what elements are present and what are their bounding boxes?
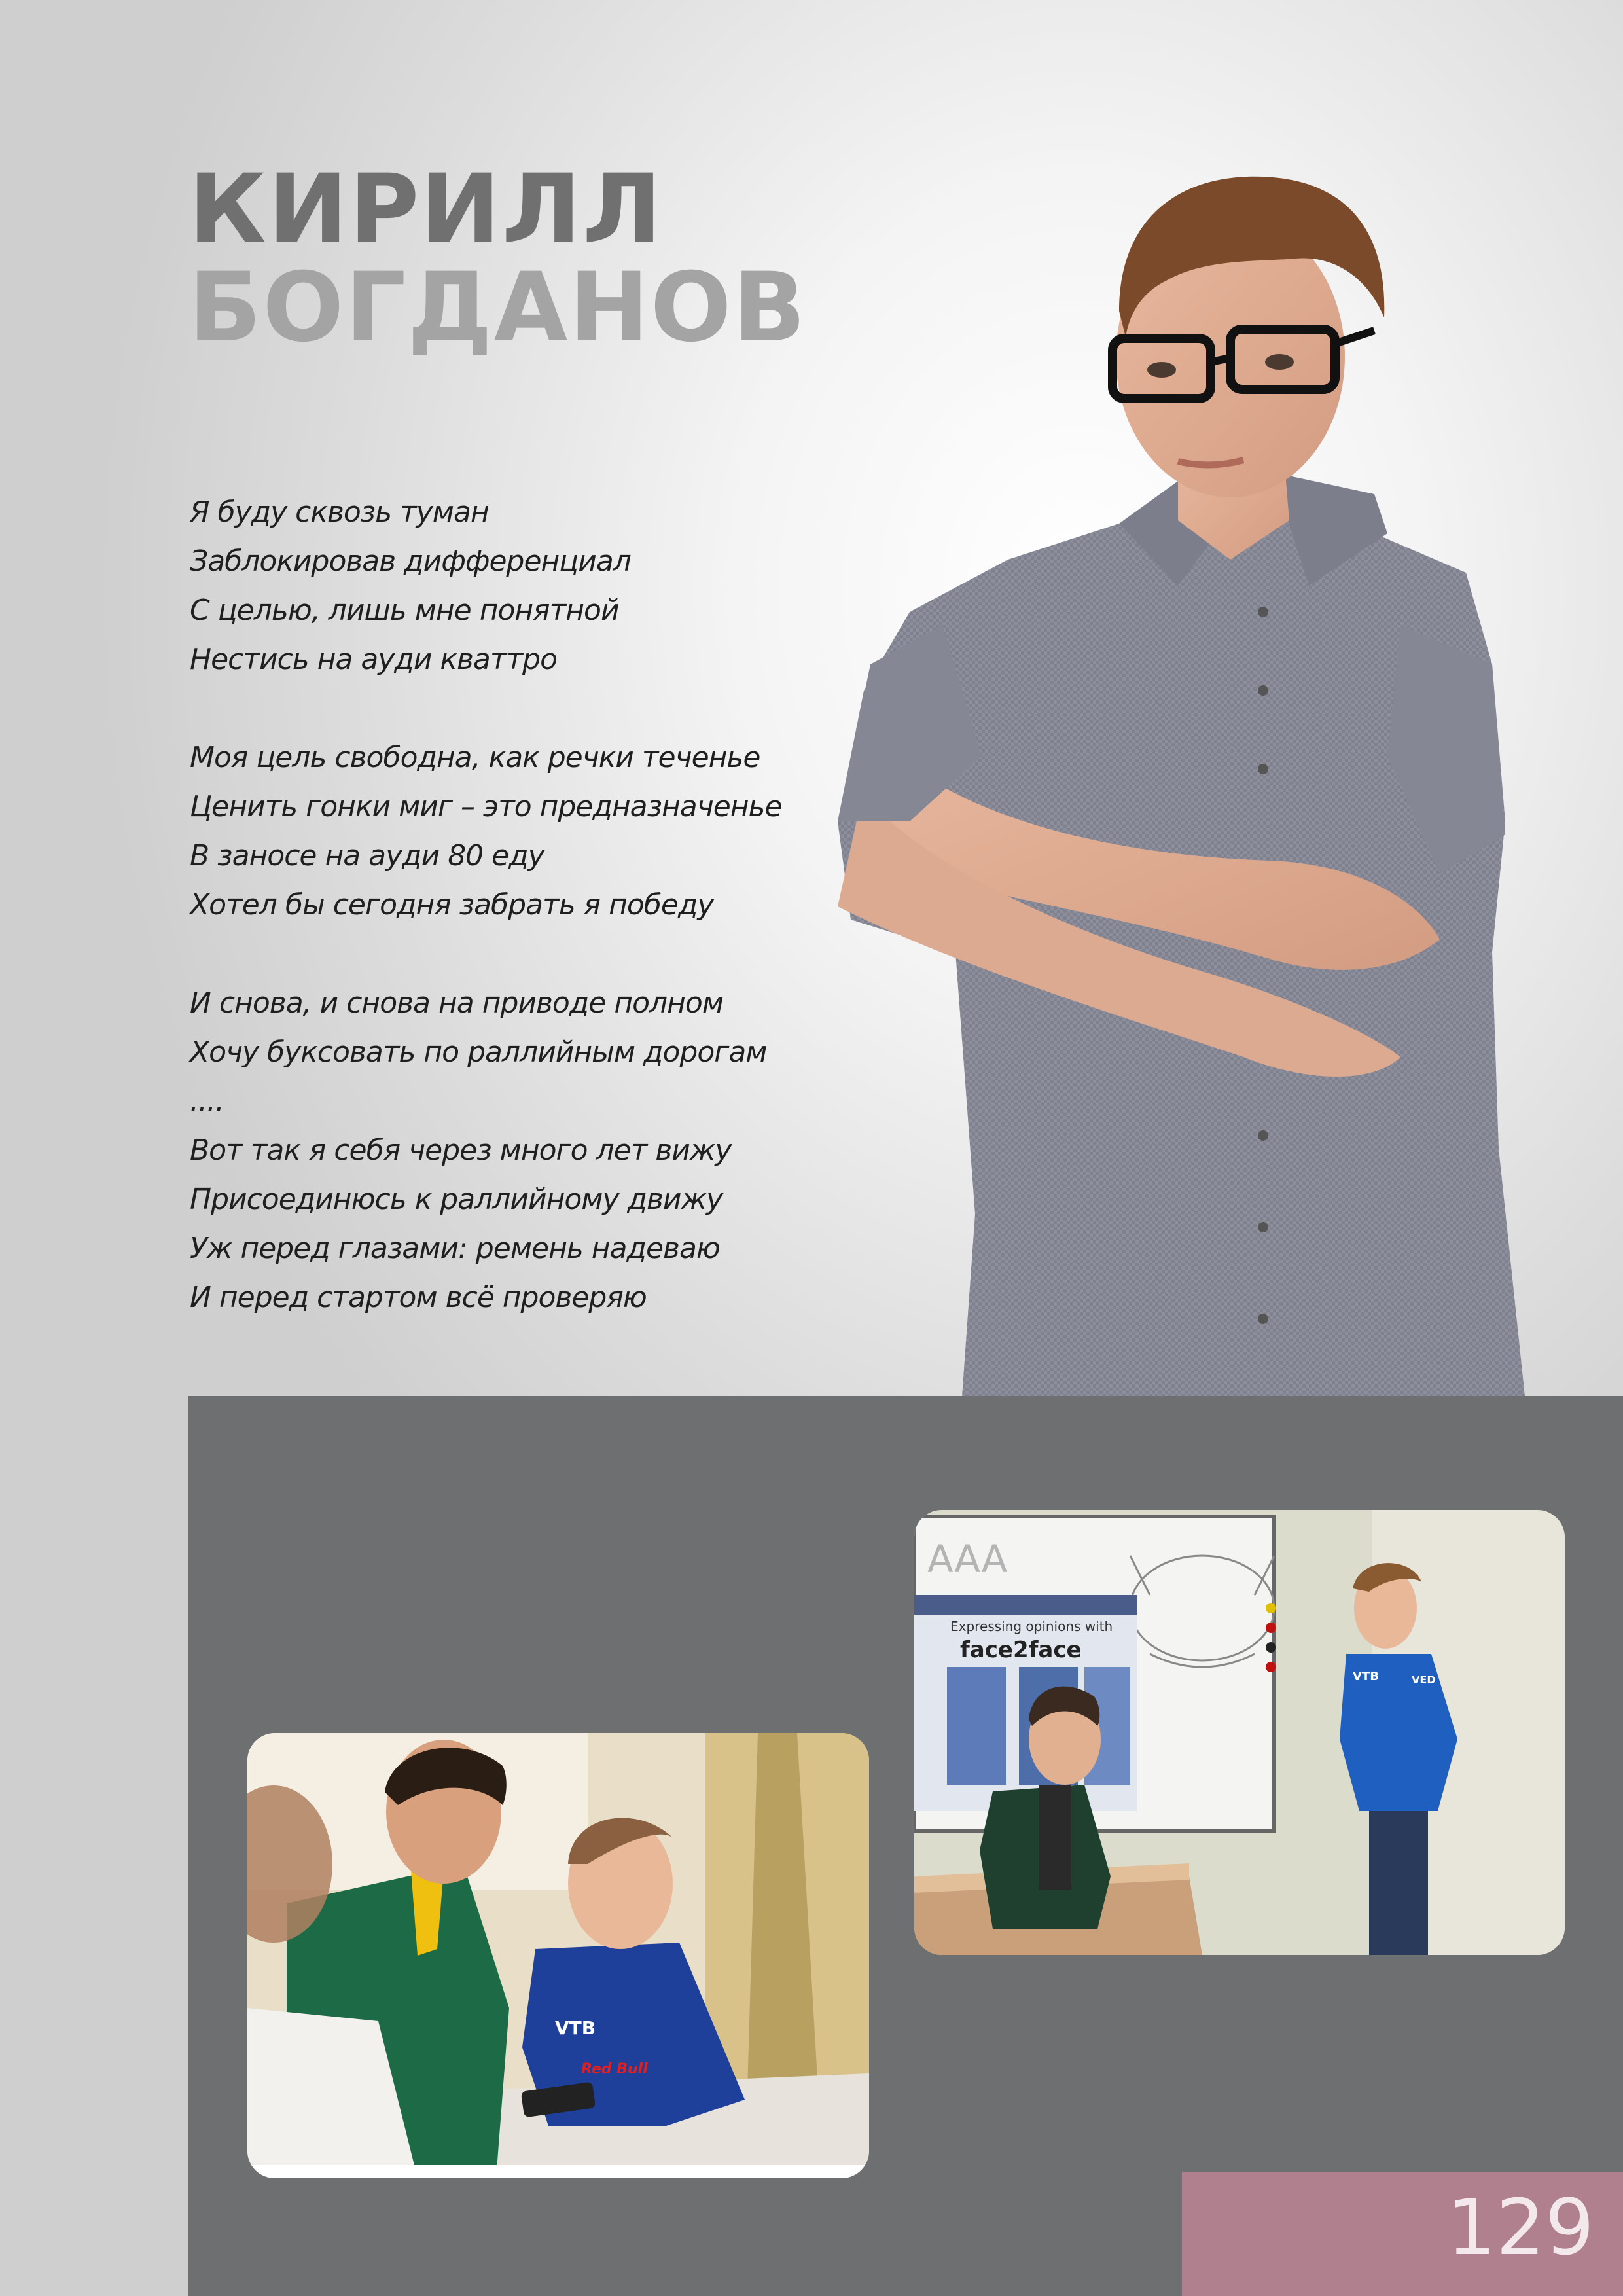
poster-title: Expressing opinions with bbox=[950, 1619, 1113, 1634]
shirt-logo-left: VTB bbox=[1353, 1670, 1379, 1683]
board-text: AAA bbox=[927, 1537, 1008, 1581]
poem-line: Заблокировав дифференциал bbox=[190, 545, 631, 578]
first-name: КИРИЛЛ bbox=[188, 154, 664, 265]
classroom-photo bbox=[914, 1510, 1565, 1955]
poem-line: И снова, и снова на приводе полном bbox=[190, 986, 724, 1020]
poem-line: С целью, лишь мне понятной bbox=[190, 594, 619, 627]
poem-line: Хочу буксовать по раллийным дорогам bbox=[190, 1035, 767, 1069]
shirt-logo-right: VED bbox=[1412, 1674, 1436, 1686]
poem-line: Нестись на ауди кваттро bbox=[190, 643, 557, 676]
poem-line: В заносе на ауди 80 еду bbox=[190, 839, 544, 872]
poem-line: Вот так я себя через много лет вижу bbox=[190, 1134, 732, 1167]
portrait-photo bbox=[812, 167, 1531, 1397]
poem-line: Ценить гонки миг – это предназначенье bbox=[190, 790, 782, 823]
study-shirt-logo: VTB bbox=[555, 2017, 596, 2039]
poem-stanza-2 bbox=[190, 733, 844, 929]
page-number: 129 bbox=[1446, 2182, 1594, 2272]
poem bbox=[190, 488, 844, 1371]
page-number-box bbox=[1182, 2172, 1623, 2296]
poem-stanza-1 bbox=[190, 488, 844, 684]
poem-line: .... bbox=[190, 1085, 224, 1118]
poem-line: И перед стартом всё проверяю bbox=[190, 1281, 647, 1314]
last-name: БОГДАНОВ bbox=[188, 252, 808, 363]
poem-line: Хотел бы сегодня забрать я победу bbox=[190, 888, 714, 922]
poster-brand: face2face bbox=[960, 1637, 1082, 1663]
study-shirt-sponsor: Red Bull bbox=[581, 2061, 648, 2077]
poem-stanza-3 bbox=[190, 978, 844, 1322]
poem-line: Я буду сквозь туман bbox=[190, 495, 489, 529]
poem-line: Моя цель свободна, как речки теченье bbox=[190, 741, 760, 774]
poem-line: Присоединюсь к раллийному движу bbox=[190, 1183, 723, 1216]
poem-line: Уж перед глазами: ремень надеваю bbox=[190, 1232, 720, 1265]
person-name bbox=[188, 154, 808, 363]
study-photo bbox=[247, 1733, 869, 2178]
